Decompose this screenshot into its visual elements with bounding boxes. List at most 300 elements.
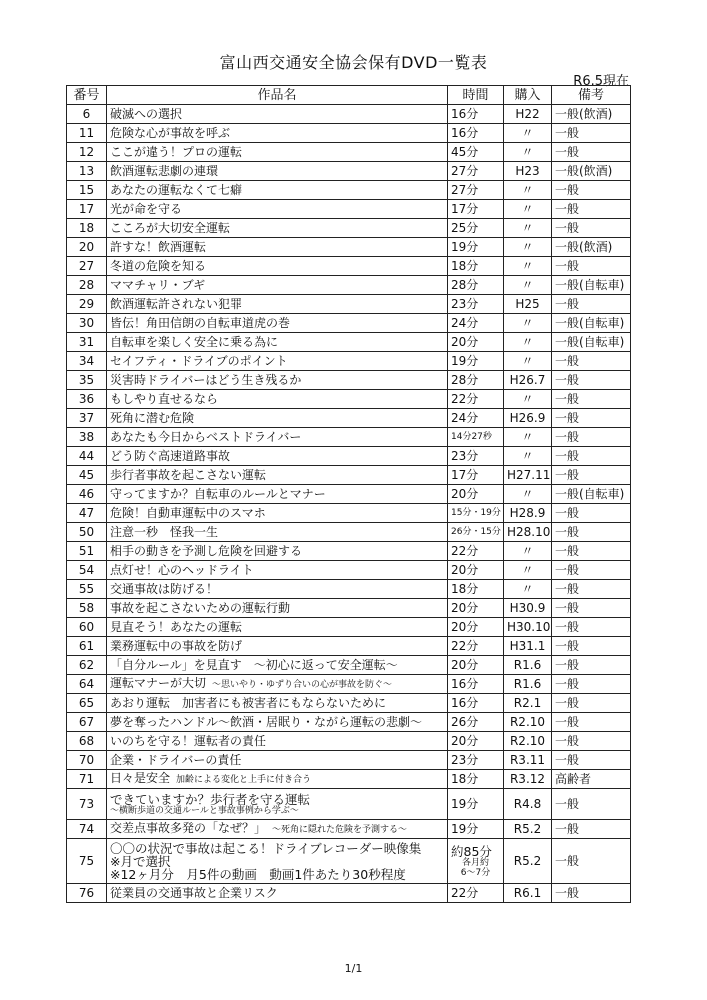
row-title-main: あなたの運転なくて七癖 <box>110 182 243 197</box>
row-remarks: 一般 <box>552 409 631 428</box>
row-title <box>107 219 448 238</box>
row-time: 16分 <box>448 675 504 694</box>
row-purchase: 〃 <box>504 238 552 257</box>
col-header-time: 時間 <box>448 86 504 105</box>
table-row <box>67 713 631 732</box>
row-time: 20分 <box>448 599 504 618</box>
col-header-remarks: 備考 <box>552 86 631 105</box>
row-title <box>107 409 448 428</box>
table-row <box>67 618 631 637</box>
row-title-main: セイフティ・ドライブのポイント <box>110 353 288 368</box>
row-number: 54 <box>67 561 107 580</box>
row-time: 22分 <box>448 637 504 656</box>
row-time-total: 約85分 <box>451 843 492 859</box>
row-purchase: H25 <box>504 295 552 314</box>
table-row <box>67 694 631 713</box>
row-time: 23分 <box>448 295 504 314</box>
row-number: 34 <box>67 352 107 371</box>
col-header-purchase: 購入 <box>504 86 552 105</box>
row-title <box>107 599 448 618</box>
row-number: 36 <box>67 390 107 409</box>
row-time: 23分 <box>448 447 504 466</box>
row-number: 61 <box>67 637 107 656</box>
row-title-main: あなたも今日からベストドライバー <box>110 429 302 444</box>
row-title <box>107 618 448 637</box>
row-number: 13 <box>67 162 107 181</box>
row-remarks: 高齢者 <box>552 770 631 789</box>
table-row <box>67 542 631 561</box>
row-number: 46 <box>67 485 107 504</box>
table-row <box>67 580 631 599</box>
row-title-main: 冬道の危険を知る <box>110 258 207 273</box>
row-remarks: 一般 <box>552 219 631 238</box>
row-purchase: H23 <box>504 162 552 181</box>
row-title-main: 死角に潜む危険 <box>110 410 195 425</box>
row-title-main: 日々是安全 <box>110 770 171 785</box>
row-title <box>107 561 448 580</box>
row-number: 45 <box>67 466 107 485</box>
row-remarks: 一般 <box>552 504 631 523</box>
table-row <box>67 200 631 219</box>
row-remarks: 一般 <box>552 656 631 675</box>
row-title-sub: 加齢による変化と上手に付き合う <box>176 774 312 785</box>
row-time: 20分 <box>448 656 504 675</box>
row-number: 67 <box>67 713 107 732</box>
row-title-sub: ～横断歩道の交通ルールと事故事例から学ぶ～ <box>110 805 299 816</box>
row-time: 17分 <box>448 466 504 485</box>
table-row <box>67 371 631 390</box>
row-purchase: H27.11 <box>504 466 552 485</box>
row-title <box>107 257 448 276</box>
row-title <box>107 732 448 751</box>
row-purchase: H30.10 <box>504 618 552 637</box>
row-time: 19分 <box>448 238 504 257</box>
row-title <box>107 485 448 504</box>
row-remarks: 一般 <box>552 295 631 314</box>
table-row <box>67 276 631 295</box>
row-number: 15 <box>67 181 107 200</box>
row-remarks: 一般 <box>552 542 631 561</box>
table-row <box>67 770 631 789</box>
row-remarks: 一般 <box>552 561 631 580</box>
row-remarks: 一般 <box>552 181 631 200</box>
row-title-main: 守ってますか？自転車のルールとマナー <box>110 486 326 501</box>
row-time: 14分27秒 <box>448 428 504 447</box>
table-row <box>67 839 631 884</box>
row-number: 62 <box>67 656 107 675</box>
table-row <box>67 447 631 466</box>
row-title-main: 見直そう！あなたの運転 <box>110 619 243 634</box>
row-remarks: 一般 <box>552 618 631 637</box>
row-number: 55 <box>67 580 107 599</box>
row-time: 20分 <box>448 732 504 751</box>
row-remarks: 一般 <box>552 732 631 751</box>
row-title-main: 皆伝！角田信朗の自転車道虎の巻 <box>110 315 291 330</box>
table-row <box>67 561 631 580</box>
row-number: 37 <box>67 409 107 428</box>
row-remarks: 一般 <box>552 599 631 618</box>
row-number: 60 <box>67 618 107 637</box>
row-purchase: H26.9 <box>504 409 552 428</box>
row-time: 18分 <box>448 770 504 789</box>
row-title <box>107 839 448 884</box>
row-purchase: 〃 <box>504 143 552 162</box>
row-purchase: 〃 <box>504 542 552 561</box>
row-number: 64 <box>67 675 107 694</box>
row-title-line1: 〇〇の状況で事故は起こる！ドライブレコーダー映像集 <box>110 840 422 856</box>
row-title-main: 相手の動きを予測し危険を回避する <box>110 543 303 558</box>
page-number: 1/1 <box>344 962 363 975</box>
table-row <box>67 732 631 751</box>
table-header-row <box>67 86 631 105</box>
row-purchase: 〃 <box>504 219 552 238</box>
row-remarks: 一般 <box>552 257 631 276</box>
table-row <box>67 295 631 314</box>
table-row <box>67 789 631 820</box>
row-remarks: 一般 <box>552 751 631 770</box>
row-remarks: 一般 <box>552 713 631 732</box>
row-time: 22分 <box>448 542 504 561</box>
row-number: 74 <box>67 820 107 839</box>
row-title <box>107 428 448 447</box>
row-title <box>107 656 448 675</box>
table-row <box>67 219 631 238</box>
row-time: 19分 <box>448 352 504 371</box>
row-remarks: 一般(飲酒) <box>552 162 631 181</box>
row-title <box>107 466 448 485</box>
row-title <box>107 637 448 656</box>
row-title-main: もしやり直せるなら <box>110 391 219 406</box>
col-header-title: 作品名 <box>107 86 448 105</box>
table-body <box>67 105 631 903</box>
row-title-main: 企業・ドライバーの責任 <box>110 752 242 767</box>
row-purchase: 〃 <box>504 485 552 504</box>
row-number: 71 <box>67 770 107 789</box>
row-title <box>107 580 448 599</box>
table-row <box>67 314 631 333</box>
table-row <box>67 333 631 352</box>
row-time: 26分・15分 <box>448 523 504 542</box>
row-remarks: 一般 <box>552 884 631 903</box>
row-time-note1: 各月約 <box>461 857 489 868</box>
row-number: 6 <box>67 105 107 124</box>
row-purchase: H22 <box>504 105 552 124</box>
row-time: 19分 <box>448 789 504 820</box>
row-title <box>107 238 448 257</box>
row-time: 25分 <box>448 219 504 238</box>
row-time: 24分 <box>448 314 504 333</box>
row-title <box>107 789 448 820</box>
row-purchase: R5.2 <box>504 820 552 839</box>
row-title <box>107 143 448 162</box>
row-number: 38 <box>67 428 107 447</box>
row-title-main: あおり運転 加害者にも被害者にもならないために <box>110 695 387 710</box>
row-time: 16分 <box>448 124 504 143</box>
row-title-main: 「自分ルール」を見直す ～初心に返って安全運転～ <box>110 657 398 672</box>
row-remarks: 一般(自転車) <box>552 314 631 333</box>
row-title-main: 破滅への選択 <box>110 106 183 121</box>
row-title <box>107 352 448 371</box>
row-time: 24分 <box>448 409 504 428</box>
table-row <box>67 428 631 447</box>
row-purchase: 〃 <box>504 447 552 466</box>
table-row <box>67 485 631 504</box>
row-time: 19分 <box>448 820 504 839</box>
row-title-main: 許すな！飲酒運転 <box>110 239 207 254</box>
row-remarks: 一般 <box>552 143 631 162</box>
row-remarks: 一般(飲酒) <box>552 105 631 124</box>
row-purchase: 〃 <box>504 276 552 295</box>
table-row <box>67 504 631 523</box>
row-number: 11 <box>67 124 107 143</box>
row-title <box>107 276 448 295</box>
row-title-main: 飲酒運転悲劇の連環 <box>110 163 219 178</box>
row-purchase: 〃 <box>504 352 552 371</box>
row-title <box>107 751 448 770</box>
row-title-main: どう防ぐ高速道路事故 <box>110 448 231 463</box>
row-number: 68 <box>67 732 107 751</box>
row-number: 51 <box>67 542 107 561</box>
row-number: 44 <box>67 447 107 466</box>
row-purchase: H28.10 <box>504 523 552 542</box>
row-title-main: 歩行者事故を起こさない運転 <box>110 467 267 482</box>
row-purchase: 〃 <box>504 390 552 409</box>
row-purchase: R2.10 <box>504 732 552 751</box>
row-title <box>107 542 448 561</box>
row-purchase: R1.6 <box>504 656 552 675</box>
row-purchase: R1.6 <box>504 675 552 694</box>
row-remarks: 一般 <box>552 694 631 713</box>
row-purchase: R5.2 <box>504 839 552 884</box>
row-purchase: R2.1 <box>504 694 552 713</box>
row-title-main: ここが違う！プロの運転 <box>110 144 243 159</box>
row-title <box>107 314 448 333</box>
row-time: 28分 <box>448 371 504 390</box>
row-title-main: 交通事故は防げる！ <box>110 581 219 596</box>
row-time: 17分 <box>448 200 504 219</box>
row-title <box>107 162 448 181</box>
row-title-main: いのちを守る！運転者の責任 <box>110 733 267 748</box>
row-purchase: R2.10 <box>504 713 552 732</box>
col-header-no: 番号 <box>67 86 107 105</box>
row-title <box>107 770 448 789</box>
row-time: 20分 <box>448 485 504 504</box>
row-remarks: 一般 <box>552 200 631 219</box>
row-title <box>107 523 448 542</box>
row-time: 20分 <box>448 618 504 637</box>
row-time: 27分 <box>448 181 504 200</box>
row-title-main: こころが大切安全運転 <box>110 220 231 235</box>
row-title-sub: ～思いやり・ゆずり合いの心が事故を防ぐ～ <box>212 679 393 690</box>
document-title: 富山西交通安全協会保有DVD一覧表 <box>219 53 488 72</box>
table-row <box>67 675 631 694</box>
row-remarks: 一般 <box>552 523 631 542</box>
row-number: 47 <box>67 504 107 523</box>
row-purchase: R3.12 <box>504 770 552 789</box>
row-purchase: 〃 <box>504 314 552 333</box>
row-purchase: R4.8 <box>504 789 552 820</box>
row-number: 29 <box>67 295 107 314</box>
row-remarks: 一般 <box>552 428 631 447</box>
table-row <box>67 124 631 143</box>
table-row <box>67 162 631 181</box>
row-title-main: 夢を奪ったハンドル～飲酒・居眠り・ながら運転の悲劇～ <box>110 714 423 729</box>
row-remarks: 一般 <box>552 371 631 390</box>
row-remarks: 一般 <box>552 675 631 694</box>
row-title-main: 危険な心が事故を呼ぶ <box>110 125 231 140</box>
row-purchase: H26.7 <box>504 371 552 390</box>
row-title-main: 光が命を守る <box>110 201 183 216</box>
row-title <box>107 694 448 713</box>
table-row <box>67 751 631 770</box>
row-purchase: 〃 <box>504 428 552 447</box>
row-time: 18分 <box>448 257 504 276</box>
row-remarks: 一般 <box>552 124 631 143</box>
row-purchase: 〃 <box>504 257 552 276</box>
row-number: 73 <box>67 789 107 820</box>
row-time: 27分 <box>448 162 504 181</box>
row-purchase: 〃 <box>504 181 552 200</box>
row-time: 18分 <box>448 580 504 599</box>
row-remarks: 一般 <box>552 820 631 839</box>
row-purchase: 〃 <box>504 580 552 599</box>
row-title <box>107 820 448 839</box>
row-purchase: 〃 <box>504 200 552 219</box>
row-title-main: 自転車を楽しく安全に乗る為に <box>110 334 279 349</box>
row-remarks: 一般 <box>552 637 631 656</box>
row-time: 16分 <box>448 694 504 713</box>
row-title-line2: ※月で選択 <box>110 853 171 869</box>
row-remarks: 一般 <box>552 839 631 884</box>
row-time: 23分 <box>448 751 504 770</box>
row-purchase: R3.11 <box>504 751 552 770</box>
table-row <box>67 409 631 428</box>
row-number: 28 <box>67 276 107 295</box>
row-title <box>107 504 448 523</box>
row-title-main: 点灯せ！心のヘッドライト <box>110 562 254 577</box>
row-number: 31 <box>67 333 107 352</box>
row-number: 75 <box>67 839 107 884</box>
row-purchase: 〃 <box>504 333 552 352</box>
row-number: 76 <box>67 884 107 903</box>
row-title-main: 従業員の交通事故と企業リスク <box>110 885 278 900</box>
row-purchase: H28.9 <box>504 504 552 523</box>
table-row <box>67 599 631 618</box>
row-remarks: 一般(自転車) <box>552 485 631 504</box>
table-row <box>67 238 631 257</box>
row-time: 22分 <box>448 884 504 903</box>
row-time: 28分 <box>448 276 504 295</box>
row-title-main: 危険！自動車運転中のスマホ <box>110 505 266 520</box>
row-time: 20分 <box>448 333 504 352</box>
row-purchase: 〃 <box>504 124 552 143</box>
row-title-main: 運転マナーが大切 <box>110 675 207 690</box>
row-remarks: 一般(飲酒) <box>552 238 631 257</box>
row-remarks: 一般(自転車) <box>552 276 631 295</box>
table-row <box>67 352 631 371</box>
row-purchase: H30.9 <box>504 599 552 618</box>
row-time: 22分 <box>448 390 504 409</box>
row-title-main: 事故を起こさないための運転行動 <box>110 600 291 615</box>
row-time: 45分 <box>448 143 504 162</box>
table-row <box>67 884 631 903</box>
row-title <box>107 333 448 352</box>
row-title-main: ママチャリ・ブギ <box>110 277 206 292</box>
row-number: 35 <box>67 371 107 390</box>
row-purchase: R6.1 <box>504 884 552 903</box>
row-purchase: 〃 <box>504 561 552 580</box>
row-title-main: 交差点事故多発の「なぜ？」 <box>110 820 267 835</box>
row-title-line3: ※12ヶ月分 月5件の動画 動画1件あたり30秒程度 <box>110 866 406 882</box>
row-title <box>107 390 448 409</box>
row-number: 58 <box>67 599 107 618</box>
row-title <box>107 105 448 124</box>
row-remarks: 一般(自転車) <box>552 333 631 352</box>
row-title <box>107 181 448 200</box>
row-time-note2: 6～7分 <box>460 867 491 878</box>
row-number: 50 <box>67 523 107 542</box>
table-row <box>67 466 631 485</box>
row-number: 12 <box>67 143 107 162</box>
table-row <box>67 257 631 276</box>
row-number: 70 <box>67 751 107 770</box>
row-number: 30 <box>67 314 107 333</box>
row-title-main: 注意一秒 怪我一生 <box>110 524 219 539</box>
row-number: 65 <box>67 694 107 713</box>
row-number: 18 <box>67 219 107 238</box>
row-title <box>107 675 448 694</box>
row-remarks: 一般 <box>552 352 631 371</box>
table-row <box>67 105 631 124</box>
row-remarks: 一般 <box>552 447 631 466</box>
as-of-date: R6.5現在 <box>573 74 629 89</box>
row-time: 26分 <box>448 713 504 732</box>
row-title <box>107 295 448 314</box>
row-title <box>107 884 448 903</box>
table-row <box>67 390 631 409</box>
table-row <box>67 523 631 542</box>
table-row <box>67 143 631 162</box>
table-row <box>67 820 631 839</box>
row-remarks: 一般 <box>552 580 631 599</box>
row-remarks: 一般 <box>552 789 631 820</box>
row-title-main: 飲酒運転許されない犯罪 <box>110 296 243 311</box>
row-time: 20分 <box>448 561 504 580</box>
row-number: 17 <box>67 200 107 219</box>
row-title-main: 業務運転中の事故を防げ <box>110 638 243 653</box>
table-row <box>67 637 631 656</box>
row-remarks: 一般 <box>552 390 631 409</box>
row-time: 16分 <box>448 105 504 124</box>
row-title-sub: ～死角に隠れた危険を予測する～ <box>272 824 408 835</box>
row-number: 20 <box>67 238 107 257</box>
row-time: 15分・19分 <box>448 504 504 523</box>
row-remarks: 一般 <box>552 466 631 485</box>
row-title <box>107 371 448 390</box>
row-number: 27 <box>67 257 107 276</box>
table-row <box>67 656 631 675</box>
dvd-table <box>66 85 631 903</box>
row-title <box>107 124 448 143</box>
row-title <box>107 713 448 732</box>
row-title-main: できていますか？歩行者を守る運転 <box>110 791 311 807</box>
table-row <box>67 181 631 200</box>
row-title <box>107 200 448 219</box>
row-purchase: H31.1 <box>504 637 552 656</box>
row-time <box>448 839 504 884</box>
row-title <box>107 447 448 466</box>
row-title-main: 災害時ドライバーはどう生き残るか <box>110 372 302 387</box>
